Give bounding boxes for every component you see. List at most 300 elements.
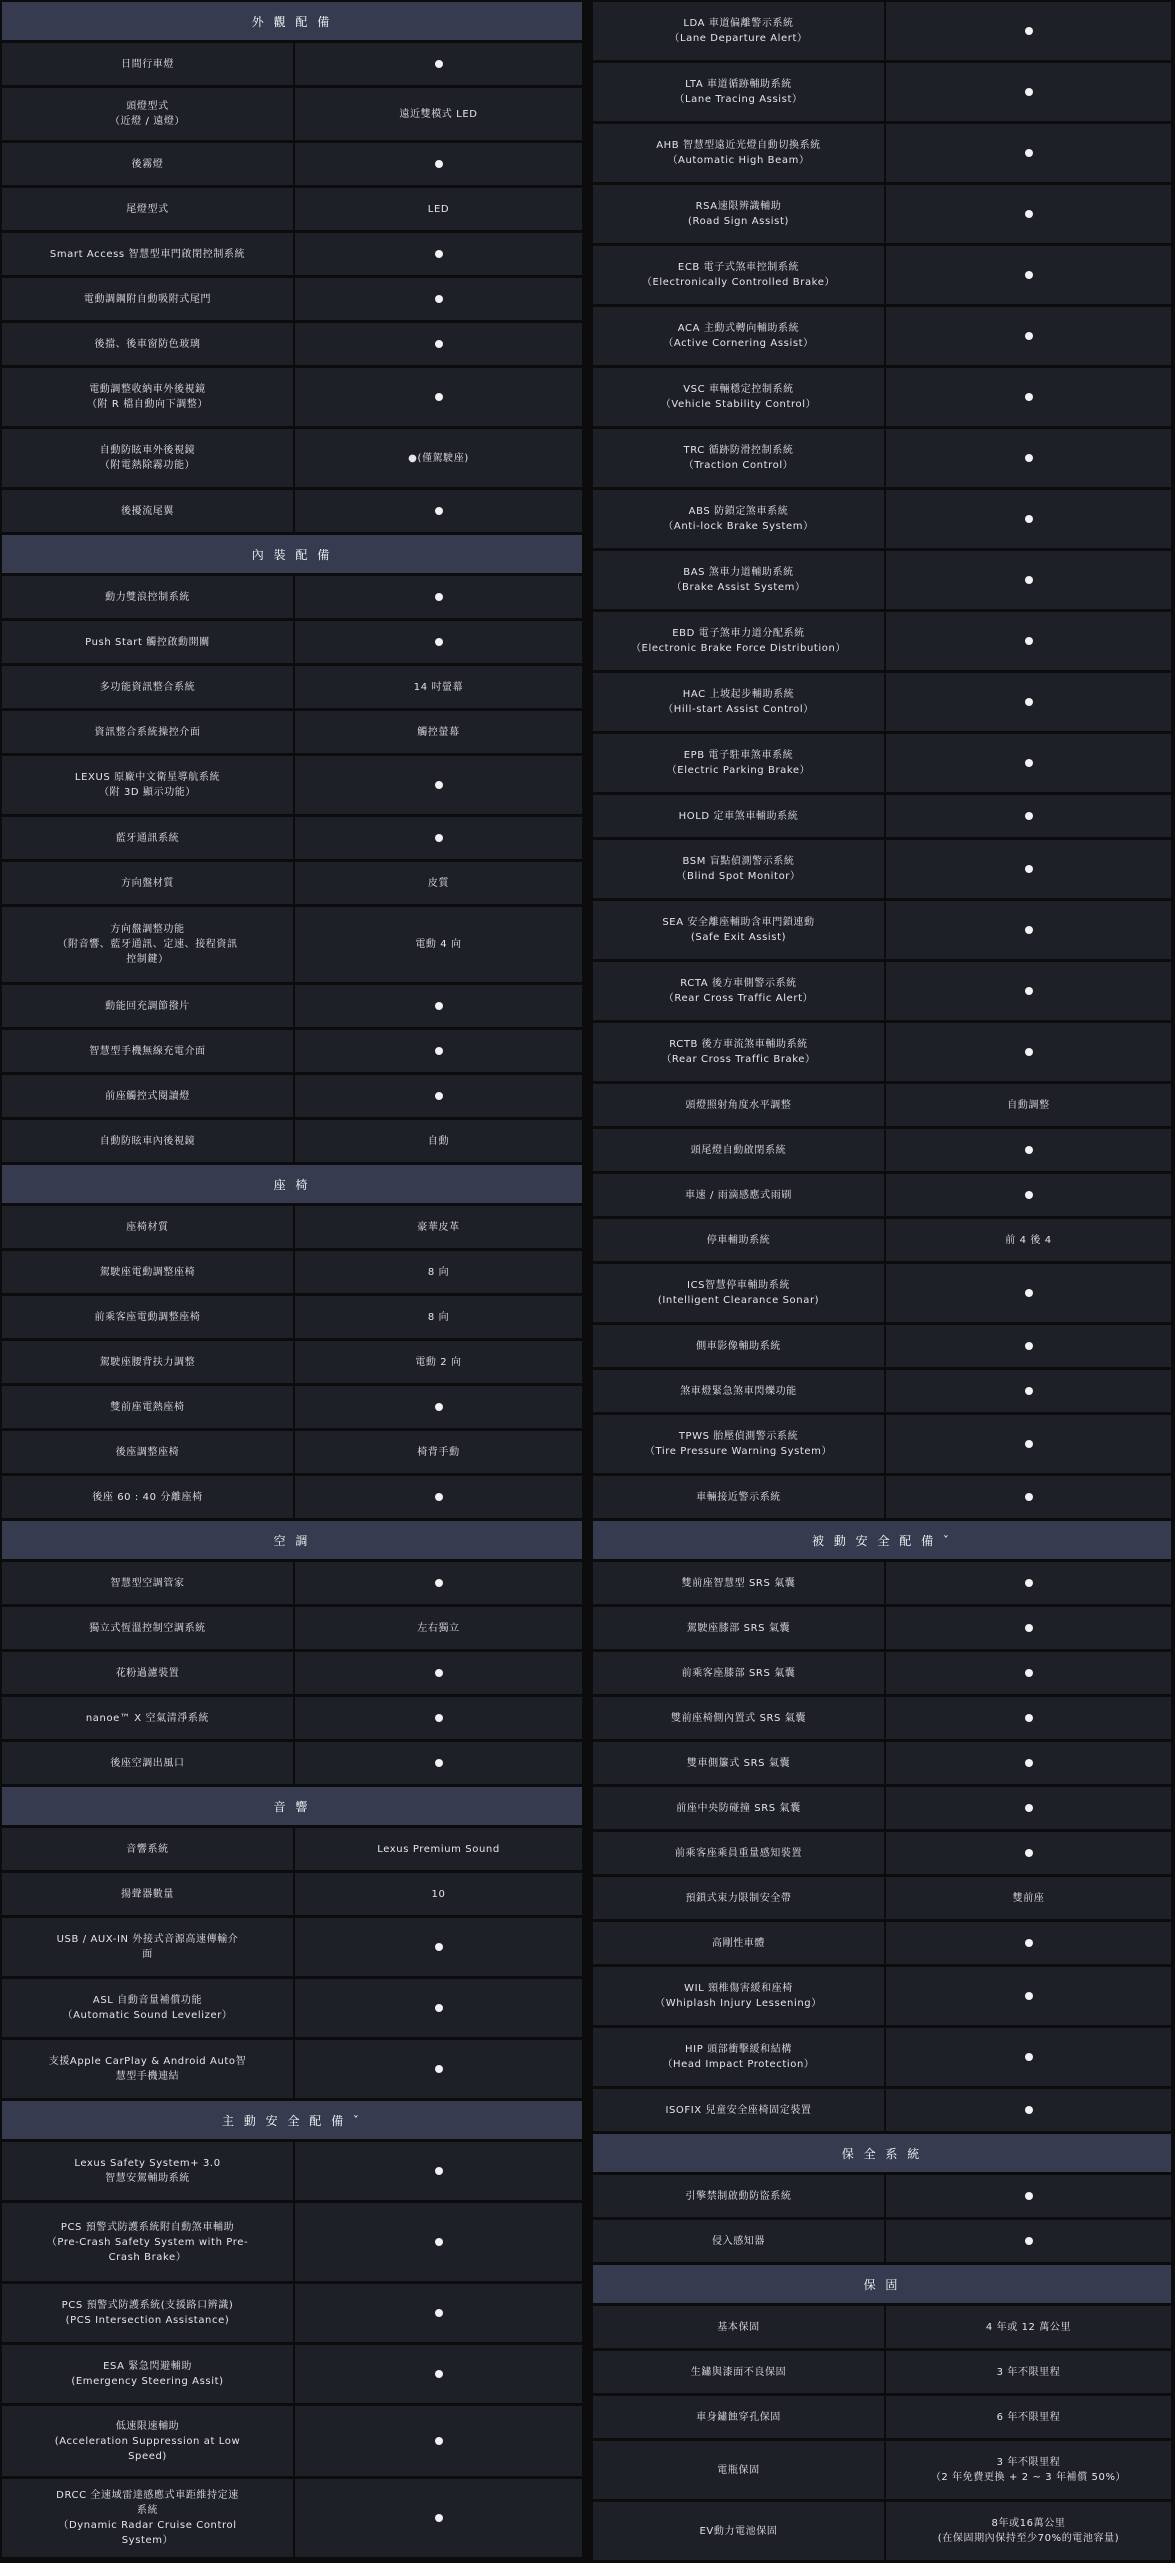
- spec-value: [295, 1742, 582, 1784]
- spec-value: 遠近雙模式 LED: [295, 88, 582, 140]
- included-dot-icon: [435, 1943, 443, 1951]
- spec-value: [295, 1476, 582, 1518]
- spec-row: [593, 1476, 1171, 1518]
- spec-row: [2, 490, 582, 532]
- spec-name: LEXUS 原廠中文衛星導航系統 （附 3D 顯示功能）: [2, 756, 293, 814]
- spec-name: ESA 緊急閃避輔助 (Emergency Steering Assit): [2, 2345, 293, 2403]
- spec-row: [2, 1918, 582, 1976]
- spec-name: WIL 頸椎傷害緩和座椅 （Whiplash Injury Lessening）: [593, 1967, 884, 2025]
- spec-row: [593, 1652, 1171, 1694]
- spec-value: [886, 1652, 1171, 1694]
- spec-row: [593, 1697, 1171, 1739]
- spec-row: [593, 734, 1171, 792]
- spec-name: 自動防眩車內後視鏡: [2, 1120, 293, 1162]
- included-dot-icon: [435, 340, 443, 348]
- spec-name: PCS 預警式防護系統(支援路口辨識) (PCS Intersection Assistance): [2, 2284, 293, 2342]
- section-header: 空 調: [2, 1521, 582, 1559]
- spec-value: [886, 551, 1171, 609]
- included-dot-icon: [1025, 210, 1033, 218]
- included-dot-icon: [1025, 1992, 1033, 2000]
- spec-row: [593, 2502, 1171, 2560]
- spec-row: [593, 368, 1171, 426]
- spec-row: [593, 901, 1171, 959]
- included-dot-icon: [1025, 1714, 1033, 1722]
- spec-row: [593, 429, 1171, 487]
- spec-value: [295, 756, 582, 814]
- spec-row: [2, 429, 582, 487]
- spec-value: [886, 1476, 1171, 1518]
- section-header: 座 椅: [2, 1165, 582, 1203]
- spec-row: [593, 490, 1171, 548]
- spec-value: 左右獨立: [295, 1607, 582, 1649]
- spec-row: [2, 1652, 582, 1694]
- spec-value: [295, 2345, 582, 2403]
- spec-value: [295, 1652, 582, 1694]
- spec-name: 雙前座電熱座椅: [2, 1386, 293, 1428]
- spec-row: [2, 188, 582, 230]
- spec-name: 尾燈型式: [2, 188, 293, 230]
- spec-row: [2, 2406, 582, 2476]
- spec-name: ICS智慧停車輔助系統 (Intelligent Clearance Sonar): [593, 1264, 884, 1322]
- spec-value: 8 向: [295, 1296, 582, 1338]
- spec-row: [2, 2203, 582, 2281]
- included-dot-icon: [1025, 2192, 1033, 2200]
- spec-value: [295, 233, 582, 275]
- included-dot-icon: [1025, 926, 1033, 934]
- spec-name: nanoe™ X 空氣清淨系統: [2, 1697, 293, 1739]
- spec-name: 電動調鋼附自動吸附式尾門: [2, 278, 293, 320]
- spec-name: ABS 防鎖定煞車系統 （Anti-lock Brake System）: [593, 490, 884, 548]
- spec-row: [2, 143, 582, 185]
- spec-value: [886, 673, 1171, 731]
- spec-name: ASL 自動音量補償功能 （Automatic Sound Levelizer）: [2, 1979, 293, 2037]
- spec-row: [593, 307, 1171, 365]
- spec-row: [2, 323, 582, 365]
- included-dot-icon: [1025, 1579, 1033, 1587]
- spec-row: [593, 1562, 1171, 1604]
- included-dot-icon: [1025, 1440, 1033, 1448]
- spec-name: 智慧型手機無線充電介面: [2, 1030, 293, 1072]
- spec-row: [593, 1787, 1171, 1829]
- spec-name: 基本保固: [593, 2306, 884, 2348]
- spec-value: [886, 1415, 1171, 1473]
- spec-value: [886, 1922, 1171, 1964]
- spec-value: ●(僅駕駛座): [295, 429, 582, 487]
- included-dot-icon: [1025, 987, 1033, 995]
- spec-value: 8 向: [295, 1251, 582, 1293]
- spec-row: [2, 1697, 582, 1739]
- spec-value: [886, 1023, 1171, 1081]
- spec-row: [593, 1325, 1171, 1367]
- spec-row: [2, 2040, 582, 2098]
- spec-name: VSC 車輛穩定控制系統 （Vehicle Stability Control）: [593, 368, 884, 426]
- included-dot-icon: [435, 1092, 443, 1100]
- spec-name: LDA 車道偏離警示系統 （Lane Departure Alert）: [593, 2, 884, 60]
- spec-value: [295, 278, 582, 320]
- included-dot-icon: [435, 1047, 443, 1055]
- included-dot-icon: [1025, 1493, 1033, 1501]
- spec-row: [593, 246, 1171, 304]
- spec-value: 3 年不限里程 （2 年免費更換 + 2 ~ 3 年補償 50%）: [886, 2441, 1171, 2499]
- included-dot-icon: [1025, 393, 1033, 401]
- spec-row: [2, 1873, 582, 1915]
- spec-value: [886, 1562, 1171, 1604]
- spec-column-right: [593, 0, 1171, 2563]
- spec-name: 雙前座椅側內置式 SRS 氣囊: [593, 1697, 884, 1739]
- spec-row: [2, 1030, 582, 1072]
- spec-name: 前乘客座電動調整座椅: [2, 1296, 293, 1338]
- spec-value: [886, 307, 1171, 365]
- spec-name: 揚聲器數量: [2, 1873, 293, 1915]
- spec-name: 頭燈照射角度水平調整: [593, 1084, 884, 1126]
- spec-value: [295, 576, 582, 618]
- spec-value: [886, 124, 1171, 182]
- spec-name: 支援Apple CarPlay & Android Auto智 慧型手機連結: [2, 2040, 293, 2098]
- spec-name: DRCC 全速域雷達感應式車距維持定速 系統 （Dynamic Radar Cruise Control System）: [2, 2479, 293, 2557]
- spec-row: [2, 985, 582, 1027]
- included-dot-icon: [1025, 1048, 1033, 1056]
- spec-row: [593, 1742, 1171, 1784]
- spec-value: [886, 1967, 1171, 2025]
- included-dot-icon: [435, 2437, 443, 2445]
- spec-value: [295, 2479, 582, 2557]
- spec-value: [886, 2, 1171, 60]
- spec-name: 後擋、後車窗防色玻璃: [2, 323, 293, 365]
- spec-row: [593, 1219, 1171, 1261]
- spec-name: ISOFIX 兒童安全座椅固定裝置: [593, 2089, 884, 2131]
- included-dot-icon: [435, 638, 443, 646]
- spec-name: 頭燈型式 （近燈 / 遠燈）: [2, 88, 293, 140]
- spec-row: [593, 185, 1171, 243]
- spec-value: [886, 1832, 1171, 1874]
- spec-row: [2, 1206, 582, 1248]
- spec-row: [2, 2142, 582, 2200]
- spec-value: [886, 795, 1171, 837]
- spec-row: [593, 1129, 1171, 1171]
- section-header: 保 全 系 統: [593, 2134, 1171, 2172]
- spec-name: ECB 電子式煞車控制系統 （Electronically Controlled Brake）: [593, 246, 884, 304]
- spec-value: 6 年不限里程: [886, 2396, 1171, 2438]
- spec-row: [2, 43, 582, 85]
- spec-value: [886, 2175, 1171, 2217]
- spec-value: [886, 901, 1171, 959]
- included-dot-icon: [1025, 1289, 1033, 1297]
- included-dot-icon: [1025, 1624, 1033, 1632]
- spec-value: 豪華皮革: [295, 1206, 582, 1248]
- spec-value: [295, 985, 582, 1027]
- included-dot-icon: [1025, 515, 1033, 523]
- spec-name: 智慧型空調管家: [2, 1562, 293, 1604]
- spec-row: [593, 124, 1171, 182]
- spec-name: BSM 盲點偵測警示系統 （Blind Spot Monitor）: [593, 840, 884, 898]
- spec-name: 前座中央防碰撞 SRS 氣囊: [593, 1787, 884, 1829]
- spec-row: [2, 817, 582, 859]
- included-dot-icon: [1025, 332, 1033, 340]
- included-dot-icon: [1025, 149, 1033, 157]
- included-dot-icon: [435, 1579, 443, 1587]
- spec-name: TPWS 胎壓偵測警示系統 （Tire Pressure Warning System）: [593, 1415, 884, 1473]
- section-header: 內 裝 配 備: [2, 535, 582, 573]
- spec-name: 低速限速輔助 (Acceleration Suppression at Low Speed): [2, 2406, 293, 2476]
- spec-row: [2, 1742, 582, 1784]
- included-dot-icon: [435, 60, 443, 68]
- spec-row: [2, 1386, 582, 1428]
- spec-value: 自動調整: [886, 1084, 1171, 1126]
- spec-row: [2, 233, 582, 275]
- included-dot-icon: [1025, 1939, 1033, 1947]
- spec-row: [593, 2089, 1171, 2131]
- spec-name: 引擎禁制啟動防盜系統: [593, 2175, 884, 2217]
- included-dot-icon: [1025, 1191, 1033, 1199]
- spec-value: [295, 621, 582, 663]
- spec-name: 車身鏽蝕穿孔保固: [593, 2396, 884, 2438]
- spec-name: LTA 車道循跡輔助系統 （Lane Tracing Assist）: [593, 63, 884, 121]
- spec-row: [593, 673, 1171, 731]
- included-dot-icon: [435, 295, 443, 303]
- spec-row: [593, 1174, 1171, 1216]
- included-dot-icon: [1025, 1759, 1033, 1767]
- spec-value: [886, 1787, 1171, 1829]
- spec-row: [593, 1415, 1171, 1473]
- spec-row: [593, 1023, 1171, 1081]
- spec-row: [593, 2220, 1171, 2262]
- spec-name: 音響系統: [2, 1828, 293, 1870]
- spec-value: Lexus Premium Sound: [295, 1828, 582, 1870]
- spec-row: [2, 1075, 582, 1117]
- spec-value: [886, 734, 1171, 792]
- spec-value: [886, 2220, 1171, 2262]
- spec-value: [295, 2284, 582, 2342]
- spec-name: BAS 煞車力道輔助系統 （Brake Assist System）: [593, 551, 884, 609]
- spec-value: [886, 246, 1171, 304]
- spec-name: 停車輔助系統: [593, 1219, 884, 1261]
- spec-name: 藍牙通訊系統: [2, 817, 293, 859]
- included-dot-icon: [1025, 1669, 1033, 1677]
- spec-value: 皮質: [295, 862, 582, 904]
- spec-value: [886, 63, 1171, 121]
- spec-value: [886, 2089, 1171, 2131]
- spec-value: [295, 368, 582, 426]
- included-dot-icon: [435, 1669, 443, 1677]
- spec-name: 前乘客座乘員重量感知裝置: [593, 1832, 884, 1874]
- spec-name: EBD 電子煞車力道分配系統 （Electronic Brake Force Distribution）: [593, 612, 884, 670]
- spec-row: [593, 63, 1171, 121]
- spec-value: 4 年或 12 萬公里: [886, 2306, 1171, 2348]
- spec-name: RCTA 後方車側警示系統 （Rear Cross Traffic Alert）: [593, 962, 884, 1020]
- included-dot-icon: [435, 593, 443, 601]
- included-dot-icon: [435, 2514, 443, 2522]
- included-dot-icon: [1025, 1146, 1033, 1154]
- spec-name: RSA速限辨識輔助 (Road Sign Assist): [593, 185, 884, 243]
- spec-value: [886, 1325, 1171, 1367]
- included-dot-icon: [435, 160, 443, 168]
- spec-name: 前座觸控式閱讀燈: [2, 1075, 293, 1117]
- spec-value: [295, 817, 582, 859]
- spec-row: [593, 2028, 1171, 2086]
- spec-row: [2, 1476, 582, 1518]
- spec-name: 動力雙浪控制系統: [2, 576, 293, 618]
- included-dot-icon: [1025, 576, 1033, 584]
- spec-name: 後座調整座椅: [2, 1431, 293, 1473]
- spec-name: 日間行車燈: [2, 43, 293, 85]
- section-header: 被 動 安 全 配 備 ˇ: [593, 1521, 1171, 1559]
- spec-row: [2, 88, 582, 140]
- spec-name: 駕駛座膝部 SRS 氣囊: [593, 1607, 884, 1649]
- included-dot-icon: [1025, 1387, 1033, 1395]
- spec-row: [593, 1084, 1171, 1126]
- spec-name: 側車影像輔助系統: [593, 1325, 884, 1367]
- spec-row: [593, 2, 1171, 60]
- spec-value: 電動 2 向: [295, 1341, 582, 1383]
- spec-name: 後座 60 : 40 分離座椅: [2, 1476, 293, 1518]
- spec-name: AHB 智慧型遠近光燈自動切換系統 （Automatic High Beam）: [593, 124, 884, 182]
- spec-name: ACA 主動式轉向輔助系統 （Active Cornering Assist）: [593, 307, 884, 365]
- spec-name: Lexus Safety System+ 3.0 智慧安駕輔助系統: [2, 2142, 293, 2200]
- section-header: 外 觀 配 備: [2, 2, 582, 40]
- spec-row: [2, 2345, 582, 2403]
- spec-value: [295, 1918, 582, 1976]
- spec-name: 自動防眩車外後視鏡 （附電熱除霧功能）: [2, 429, 293, 487]
- included-dot-icon: [1025, 698, 1033, 706]
- spec-value: [886, 1742, 1171, 1784]
- included-dot-icon: [435, 1002, 443, 1010]
- spec-row: [2, 2284, 582, 2342]
- spec-row: [593, 2306, 1171, 2348]
- spec-value: [886, 1370, 1171, 1412]
- spec-row: [2, 1251, 582, 1293]
- spec-row: [593, 962, 1171, 1020]
- included-dot-icon: [1025, 88, 1033, 96]
- spec-row: [2, 1828, 582, 1870]
- spec-name: Push Start 觸控啟動開關: [2, 621, 293, 663]
- included-dot-icon: [1025, 637, 1033, 645]
- spec-row: [2, 621, 582, 663]
- spec-name: TRC 循跡防滑控制系統 （Traction Control）: [593, 429, 884, 487]
- spec-value: 前 4 後 4: [886, 1219, 1171, 1261]
- spec-value: [886, 2028, 1171, 2086]
- spec-row: [593, 795, 1171, 837]
- included-dot-icon: [1025, 1804, 1033, 1812]
- spec-name: 車速 / 雨滴感應式雨刷: [593, 1174, 884, 1216]
- included-dot-icon: [435, 1403, 443, 1411]
- included-dot-icon: [1025, 27, 1033, 35]
- spec-row: [2, 1431, 582, 1473]
- spec-value: [886, 429, 1171, 487]
- spec-name: PCS 預警式防護系統附自動煞車輔助 （Pre-Crash Safety System with Pre- Crash Brake）: [2, 2203, 293, 2281]
- spec-value: [886, 1264, 1171, 1322]
- spec-row: [593, 1877, 1171, 1919]
- included-dot-icon: [435, 781, 443, 789]
- included-dot-icon: [435, 393, 443, 401]
- spec-name: 雙前座智慧型 SRS 氣囊: [593, 1562, 884, 1604]
- spec-name: 動能回充調節撥片: [2, 985, 293, 1027]
- spec-value: 椅背手動: [295, 1431, 582, 1473]
- included-dot-icon: [435, 1759, 443, 1767]
- included-dot-icon: [1025, 271, 1033, 279]
- spec-name: USB / AUX-IN 外接式音源高速傳輸介 面: [2, 1918, 293, 1976]
- spec-value: [295, 2406, 582, 2476]
- spec-value: [295, 1979, 582, 2037]
- included-dot-icon: [1025, 759, 1033, 767]
- spec-name: EV動力電池保固: [593, 2502, 884, 2560]
- included-dot-icon: [1025, 2106, 1033, 2114]
- spec-value: [886, 612, 1171, 670]
- spec-name: SEA 安全離座輔助含車門鎖連動 (Safe Exit Assist): [593, 901, 884, 959]
- spec-row: [593, 2351, 1171, 2393]
- spec-row: [593, 551, 1171, 609]
- section-header: 音 響: [2, 1787, 582, 1825]
- spec-row: [593, 840, 1171, 898]
- included-dot-icon: [435, 250, 443, 258]
- spec-value: LED: [295, 188, 582, 230]
- spec-name: 花粉過濾裝置: [2, 1652, 293, 1694]
- spec-value: 10: [295, 1873, 582, 1915]
- spec-name: 電動調整收納車外後視鏡 （附 R 檔自動向下調整）: [2, 368, 293, 426]
- spec-name: 資訊整合系統操控介面: [2, 711, 293, 753]
- spec-name: 侵入感知器: [593, 2220, 884, 2262]
- included-dot-icon: [435, 2065, 443, 2073]
- spec-value: [295, 143, 582, 185]
- spec-name: 多功能資訊整合系統: [2, 666, 293, 708]
- included-dot-icon: [1025, 1342, 1033, 1350]
- included-dot-icon: [435, 2167, 443, 2175]
- spec-row: [593, 612, 1171, 670]
- spec-value: [886, 840, 1171, 898]
- included-dot-icon: [435, 1714, 443, 1722]
- spec-value: [295, 323, 582, 365]
- spec-name: 電瓶保固: [593, 2441, 884, 2499]
- spec-name: 高剛性車體: [593, 1922, 884, 1964]
- spec-value: [886, 490, 1171, 548]
- spec-value: [295, 1386, 582, 1428]
- included-dot-icon: [435, 834, 443, 842]
- spec-row: [2, 711, 582, 753]
- spec-value: [886, 1174, 1171, 1216]
- included-dot-icon: [435, 2238, 443, 2246]
- included-dot-icon: [435, 2309, 443, 2317]
- spec-value: 8年或16萬公里 (在保固期內保持至少70%的電池容量): [886, 2502, 1171, 2560]
- included-dot-icon: [1025, 812, 1033, 820]
- spec-name: HAC 上坡起步輔助系統 （Hill-start Assist Control）: [593, 673, 884, 731]
- included-dot-icon: [1025, 865, 1033, 873]
- section-header: 主 動 安 全 配 備 ˇ: [2, 2101, 582, 2139]
- spec-row: [2, 576, 582, 618]
- spec-row: [2, 666, 582, 708]
- spec-name: 車輛接近警示系統: [593, 1476, 884, 1518]
- spec-value: [295, 2142, 582, 2200]
- spec-name: 獨立式恆溫控制空調系統: [2, 1607, 293, 1649]
- spec-name: 座椅材質: [2, 1206, 293, 1248]
- spec-value: [886, 1607, 1171, 1649]
- included-dot-icon: [435, 2370, 443, 2378]
- spec-value: [295, 43, 582, 85]
- spec-name: Smart Access 智慧型車門啟閉控制系統: [2, 233, 293, 275]
- spec-row: [2, 1296, 582, 1338]
- spec-name: 方向盤材質: [2, 862, 293, 904]
- spec-name: HOLD 定車煞車輔助系統: [593, 795, 884, 837]
- spec-row: [593, 1832, 1171, 1874]
- spec-value: [886, 368, 1171, 426]
- spec-row: [2, 1341, 582, 1383]
- spec-value: [886, 185, 1171, 243]
- spec-name: 駕駛座電動調整座椅: [2, 1251, 293, 1293]
- spec-name: 預鎖式束力限制安全帶: [593, 1877, 884, 1919]
- spec-value: [886, 1697, 1171, 1739]
- spec-row: [2, 1120, 582, 1162]
- spec-name: HIP 頭部衝擊緩和結構 （Head Impact Protection）: [593, 2028, 884, 2086]
- spec-value: [295, 1697, 582, 1739]
- spec-row: [593, 1264, 1171, 1322]
